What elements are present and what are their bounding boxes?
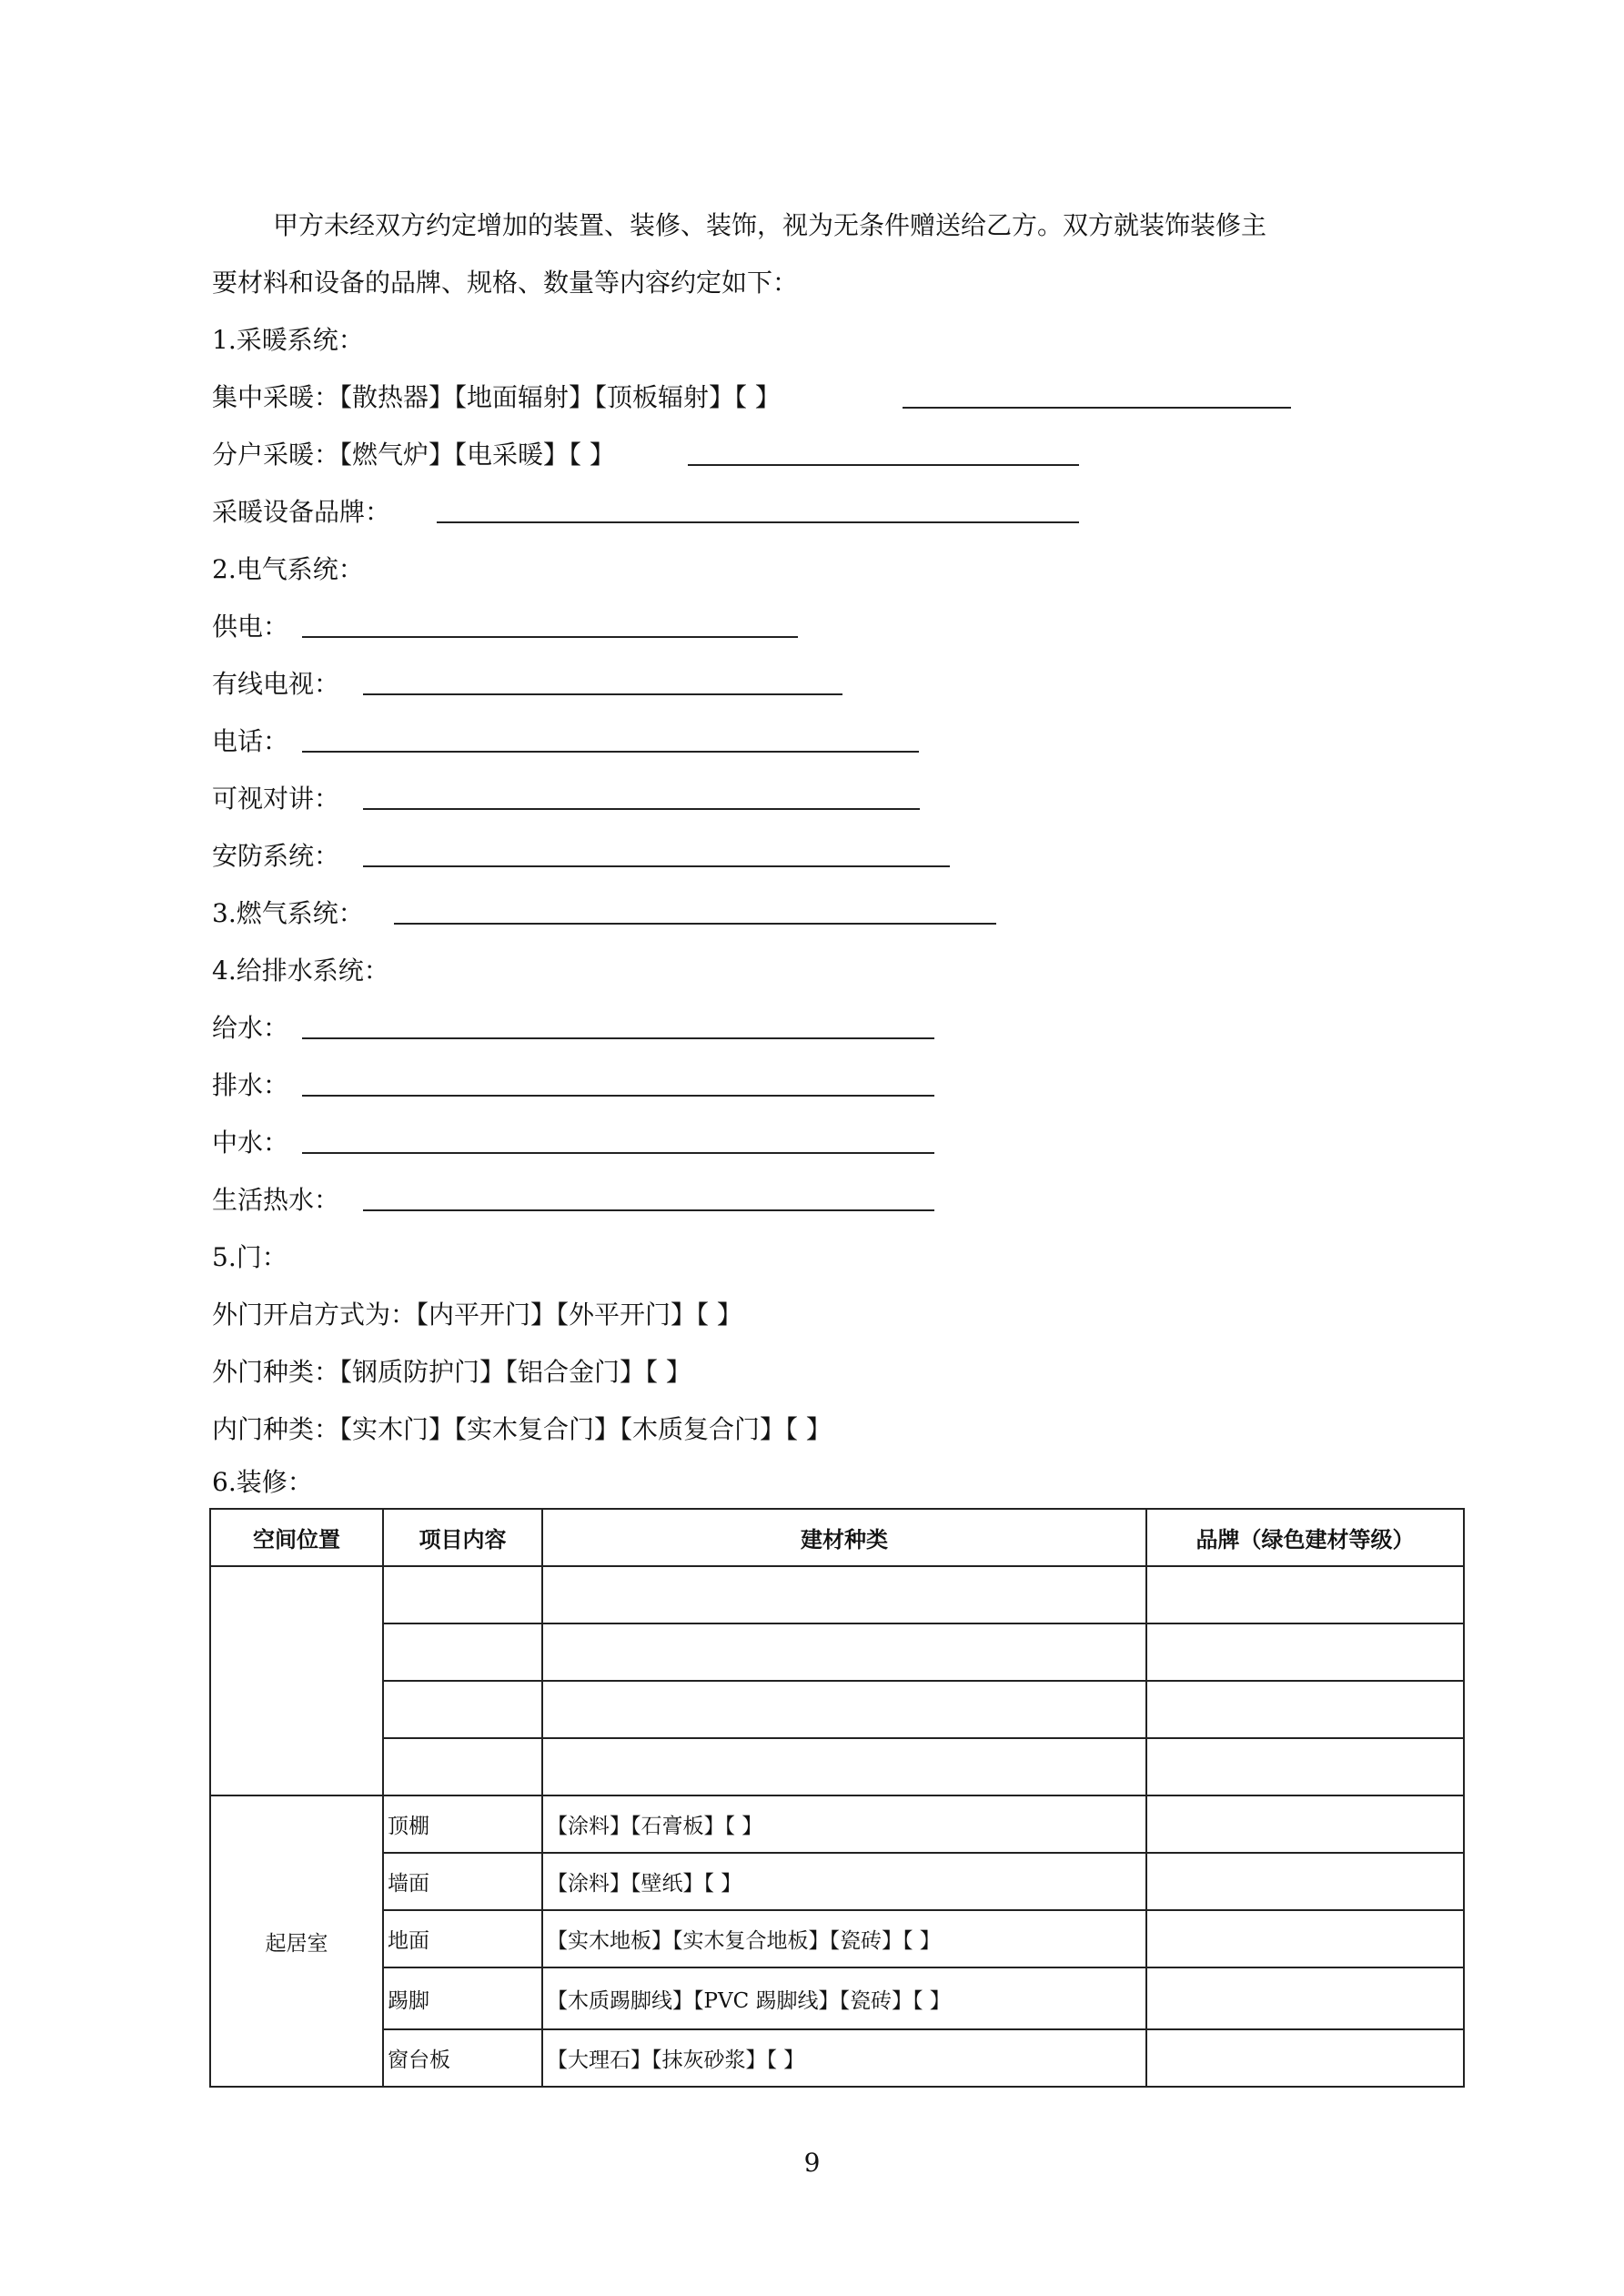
header-item: 项目内容 (383, 1509, 542, 1566)
material-cell[interactable] (542, 1681, 1146, 1738)
reclaimed-water-blank[interactable] (302, 1125, 934, 1154)
empty-space-cell[interactable] (210, 1566, 383, 1795)
material-cell: 【涂料】【壁纸】【 】 (542, 1853, 1146, 1910)
power-label: 供电： (212, 612, 289, 642)
table-row (210, 1967, 1464, 2029)
gas-section-title: 3.燃气系统： (212, 898, 364, 928)
material-cell: 【木质踢脚线】【PVC 踢脚线】【瓷砖】【 】 (542, 1967, 1146, 2029)
header-brand: 品牌（绿色建材等级） (1146, 1509, 1464, 1566)
cable-tv-row (212, 666, 339, 703)
item-cell: 墙面 (383, 1853, 542, 1910)
heating-brand-blank[interactable] (437, 494, 1079, 523)
item-cell: 地面 (383, 1910, 542, 1967)
cable-tv-label: 有线电视： (212, 669, 340, 699)
material-cell[interactable] (542, 1738, 1146, 1795)
gas-blank[interactable] (394, 895, 996, 925)
drainage-label: 排水： (212, 1070, 289, 1100)
water-section-title: 4.给排水系统： (212, 956, 389, 986)
item-cell: 顶棚 (383, 1795, 542, 1853)
brand-cell[interactable] (1146, 1623, 1464, 1681)
telephone-label: 电话： (212, 726, 289, 756)
gas-row (212, 895, 364, 932)
material-cell[interactable] (542, 1566, 1146, 1623)
outer-door-opening: 外门开启方式为：【内平开门】【外平开门】【 】 (212, 1300, 742, 1330)
item-cell[interactable] (383, 1738, 542, 1795)
telephone-blank[interactable] (302, 723, 919, 753)
table-row (210, 1566, 1464, 1623)
table-row (210, 2029, 1464, 2087)
brand-cell[interactable] (1146, 1795, 1464, 1853)
heating-brand-row (212, 494, 390, 531)
brand-cell[interactable] (1146, 1853, 1464, 1910)
room-cell-living-room: 起居室 (210, 1795, 383, 2087)
material-cell: 【实木地板】【实木复合地板】【瓷砖】【 】 (542, 1910, 1146, 1967)
outer-door-type: 外门种类：【钢质防护门】【铝合金门】【 】 (212, 1357, 691, 1387)
item-cell[interactable] (383, 1566, 542, 1623)
header-material-type: 建材种类 (542, 1509, 1146, 1566)
item-cell: 窗台板 (383, 2029, 542, 2087)
doors-section-title: 5.门： (212, 1242, 287, 1272)
heating-section-title: 1.采暖系统： (212, 325, 364, 355)
brand-cell[interactable] (1146, 1566, 1464, 1623)
table-row (210, 1795, 1464, 1853)
renovation-section-title: 6.装修： (212, 1467, 313, 1497)
item-cell[interactable] (383, 1623, 542, 1681)
reclaimed-water-label: 中水： (212, 1128, 289, 1158)
cable-tv-blank[interactable] (363, 666, 842, 695)
material-cell: 【涂料】【石膏板】【 】 (542, 1795, 1146, 1853)
water-supply-label: 给水： (212, 1013, 289, 1043)
brand-cell[interactable] (1146, 1681, 1464, 1738)
drainage-row (212, 1067, 288, 1104)
table-row (210, 1738, 1464, 1795)
material-cell: 【大理石】【抹灰砂浆】【 】 (542, 2029, 1146, 2087)
brand-cell[interactable] (1146, 1738, 1464, 1795)
table-row (210, 1623, 1464, 1681)
inner-door-type: 内门种类：【实木门】【实木复合门】【木质复合门】【 】 (212, 1414, 832, 1444)
hot-water-blank[interactable] (363, 1182, 934, 1211)
table-row (210, 1910, 1464, 1967)
item-cell[interactable] (383, 1681, 542, 1738)
household-heating-blank[interactable] (688, 437, 1079, 466)
table-row (210, 1853, 1464, 1910)
electrical-section-title: 2.电气系统： (212, 554, 364, 584)
central-heating-blank[interactable] (903, 379, 1291, 409)
household-heating-label: 分户采暖：【燃气炉】【电采暖】【 】 (212, 440, 615, 470)
item-cell: 踢脚 (383, 1967, 542, 2029)
water-supply-row (212, 1010, 288, 1047)
intro-paragraph-line-1: 甲方未经双方约定增加的装置、装修、装饰，视为无条件赠送给乙方。双方就装饰装修主 (273, 210, 1267, 240)
video-intercom-label: 可视对讲： (212, 784, 340, 814)
water-supply-blank[interactable] (302, 1010, 934, 1039)
hot-water-row (212, 1182, 339, 1219)
hot-water-label: 生活热水： (212, 1185, 340, 1215)
central-heating-label: 集中采暖：【散热器】【地面辐射】【顶板辐射】【 】 (212, 382, 781, 412)
material-cell[interactable] (542, 1623, 1146, 1681)
brand-cell[interactable] (1146, 1910, 1464, 1967)
power-blank[interactable] (302, 609, 798, 638)
intro-paragraph-line-2: 要材料和设备的品牌、规格、数量等内容约定如下： (212, 268, 799, 298)
video-intercom-blank[interactable] (363, 781, 920, 810)
security-label: 安防系统： (212, 841, 340, 871)
household-heating-row (212, 437, 615, 473)
security-row (212, 838, 339, 875)
table-header-row (210, 1509, 1464, 1566)
power-row (212, 609, 288, 645)
brand-cell[interactable] (1146, 2029, 1464, 2087)
table-row (210, 1681, 1464, 1738)
central-heating-row (212, 379, 781, 416)
telephone-row (212, 723, 288, 760)
security-blank[interactable] (363, 838, 950, 867)
header-space-location: 空间位置 (210, 1509, 383, 1566)
brand-cell[interactable] (1146, 1967, 1464, 2029)
drainage-blank[interactable] (302, 1067, 934, 1097)
video-intercom-row (212, 781, 339, 817)
renovation-table (209, 1508, 1465, 2088)
reclaimed-water-row (212, 1125, 288, 1161)
heating-brand-label: 采暖设备品牌： (212, 497, 391, 527)
page-number: 9 (803, 2148, 821, 2178)
